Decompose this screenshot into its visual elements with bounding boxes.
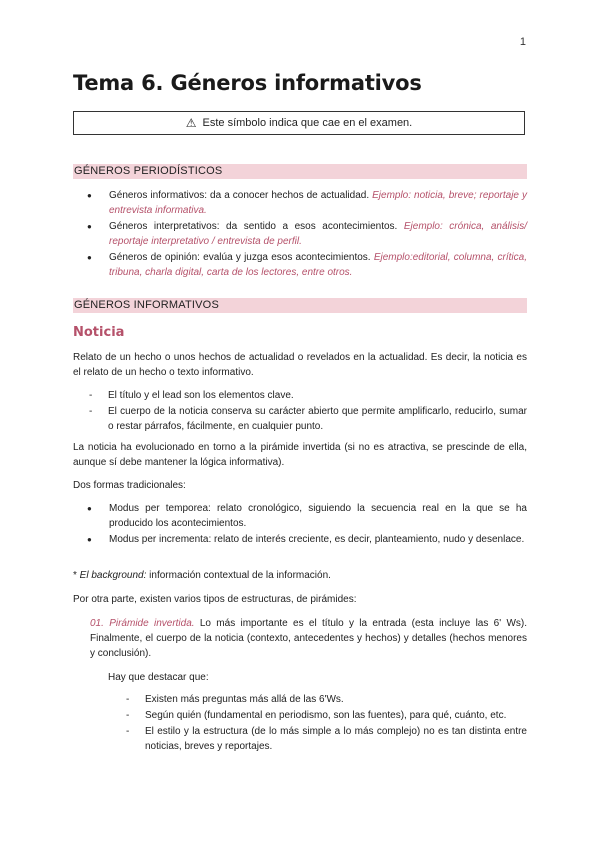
list-item: - El estilo y la estructura (de lo más simple a lo más complejo) no es tan distinta entre noticias, breves y reportajes. bbox=[145, 724, 527, 754]
numbered-item-piramide-invertida: 01. Pirámide invertida. Lo más importante es el título y la entrada (esta incluye las 6' Ws). Finalmente, el cuerpo de la noticia (contexto, antecedentes y hechos) y detalles (hechos menores y conclusión). bbox=[90, 618, 527, 659]
list-item: ● Géneros informativos: da a conocer hechos de actualidad. Ejemplo: noticia, breve; reportaje y entrevista informativa. bbox=[73, 188, 527, 218]
list-item: - Existen más preguntas más allá de las 6'Ws. bbox=[145, 692, 527, 707]
list-item: ● Géneros de opinión: evalúa y juzga esos acontecimientos. Ejemplo:editorial, columna, crítica, tribuna, charla digital, carta de los lectores, entre otros. bbox=[73, 250, 527, 280]
page-title: Tema 6. Géneros informativos bbox=[73, 71, 422, 95]
warning-icon: ⚠ bbox=[185, 116, 197, 130]
background-note: * El background: información contextual de la información. bbox=[73, 570, 331, 581]
structures-intro: Por otra parte, existen varios tipos de estructuras, de pirámides: bbox=[73, 594, 357, 605]
page-number: 1 bbox=[519, 36, 526, 48]
section-header-generos-periodisticos: GÉNEROS PERIODÍSTICOS bbox=[73, 164, 527, 179]
section-header-generos-informativos: GÉNEROS INFORMATIVOS bbox=[73, 298, 527, 313]
list-item: - El título y el lead son los elementos clave. bbox=[108, 388, 527, 403]
noticia-definition: Relato de un hecho o unos hechos de actualidad o revelados en la actualidad. Es decir, la noticia es el relato de un hecho o texto informativo. bbox=[73, 352, 527, 378]
list-item: ● Modus per incrementa: relato de interés creciente, es decir, planteamiento, nudo y desenlace. bbox=[73, 532, 527, 547]
exam-notice-text: Este símbolo indica que cae en el examen. bbox=[202, 117, 413, 129]
subheading-noticia: Noticia bbox=[73, 325, 125, 340]
pyramid-paragraph: La noticia ha evolucionado en torno a la pirámide invertida (si no es atractiva, se prescinde de ella, aunque sí debe mantener la lógica informativa). bbox=[73, 442, 527, 468]
genres-list bbox=[73, 188, 527, 281]
list-item: ● Modus per temporea: relato cronológico, siguiendo la secuencia real en la que se ha producido los acontecimientos. bbox=[73, 501, 527, 531]
highlights-list bbox=[145, 692, 527, 755]
key-elements-list bbox=[108, 388, 527, 435]
exam-notice-box bbox=[73, 111, 525, 135]
list-item: - El cuerpo de la noticia conserva su carácter abierto que permite amplificarlo, reducirlo, sumar o restar párrafos, fácilmente, en cualquier punto. bbox=[108, 404, 527, 434]
highlight-intro: Hay que destacar que: bbox=[108, 672, 209, 683]
modes-list bbox=[73, 501, 527, 548]
list-item: - Según quién (fundamental en periodismo, son las fuentes), para qué, cuánto, etc. bbox=[145, 708, 527, 723]
modes-intro: Dos formas tradicionales: bbox=[73, 480, 186, 491]
list-item: ● Géneros interpretativos: da sentido a esos acontecimientos. Ejemplo: crónica, análisis/ reportaje interpretativo / entrevista de perfil. bbox=[73, 219, 527, 249]
